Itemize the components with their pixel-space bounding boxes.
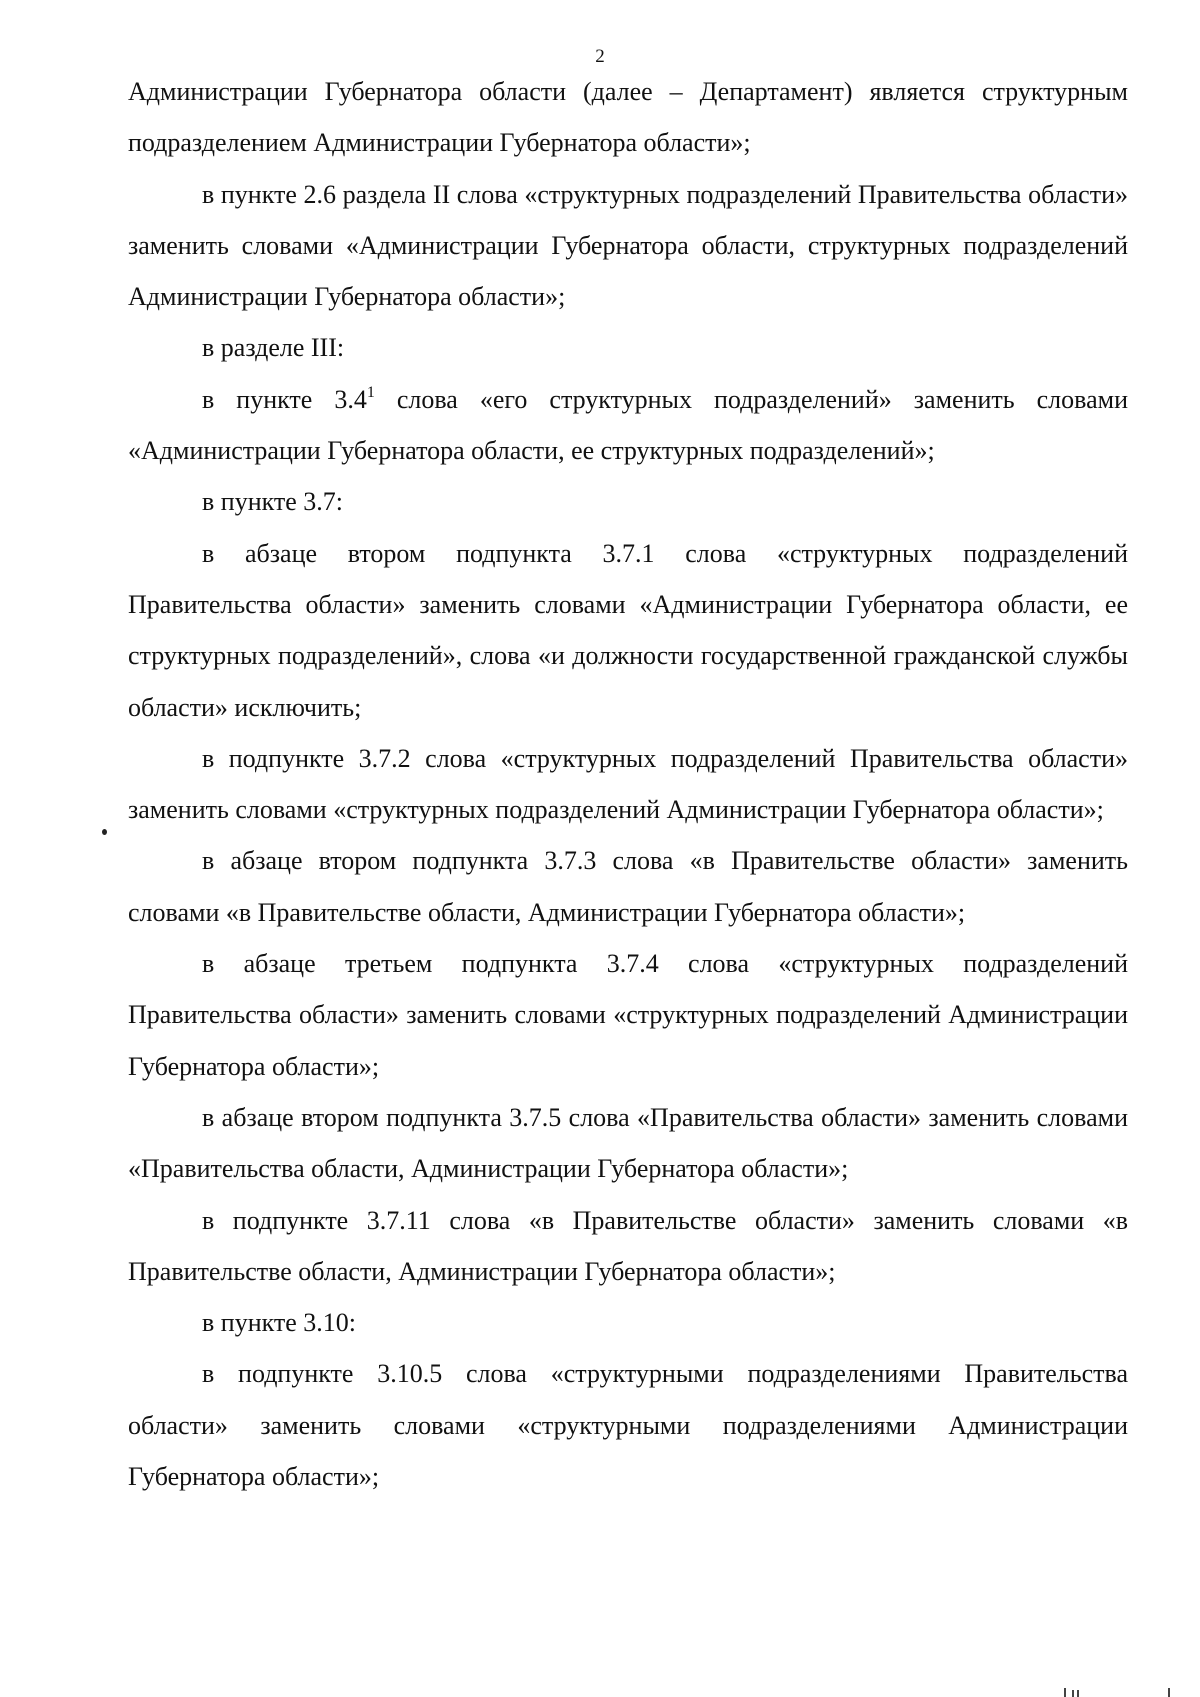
paragraph-11: в подпункте 3.7.11 слова «в Правительстве области» заменить словами «в Правительстве области, Администрации Губернатора области»; — [128, 1205, 1128, 1286]
scan-artifact-mark — [1077, 1690, 1079, 1697]
paragraph-12: в пункте 3.10: — [202, 1308, 357, 1338]
paragraph-4-start: в пункте 3.4 — [202, 384, 367, 414]
paragraph-3: в разделе III: — [202, 333, 345, 363]
paragraph-10: в абзаце втором подпункта 3.7.5 слова «Правительства области» заменить словами «Правительства области, Администрации Губернатора области»; — [128, 1102, 1128, 1184]
paragraph-6: в абзаце втором подпункта 3.7.1 слова «структурных подразделений Правительства области» заменить словами «Администрации Губернатора области, ее структурных подразделений», слова «и должности государственной гражданской службы области» исключить; — [128, 538, 1128, 722]
paragraph-9: в абзаце третьем подпункта 3.7.4 слова «структурных подразделений Правительства области» заменить словами «структурных подразделений Администрации Губернатора области»; — [128, 949, 1128, 1081]
scan-artifact-mark — [1072, 1690, 1074, 1697]
paragraph-5: в пункте 3.7: — [202, 487, 344, 517]
paragraph-4-superscript: 1 — [366, 383, 375, 401]
scan-artifact-dot — [102, 829, 107, 835]
paragraph-13: в подпункте 3.10.5 слова «структурными подразделениями Правительства области» заменить словами «структурными подразделениями Администрации Губернатора области»; — [128, 1359, 1128, 1492]
paragraph-2: в пункте 2.6 раздела II слова «структурных подразделений Правительства области» заменить словами «Администрации Губернатора области, структурных подразделений Администрации Губернатора области»; — [128, 179, 1128, 312]
page-number: 2 — [595, 46, 605, 67]
paragraph-7: в подпункте 3.7.2 слова «структурных подразделений Правительства области» заменить словами «структурных подразделений Администрации Губернатора области»; — [128, 743, 1128, 825]
paragraph-4-end: слова «его структурных подразделений» заменить словами «Администрации Губернатора области, ее структурных подразделений»; — [128, 384, 1128, 466]
paragraph-1: Администрации Губернатора области (далее – Департамент) является структурным подразделением Администрации Губернатора области»; — [128, 77, 1128, 158]
scan-artifact-mark — [1064, 1688, 1066, 1697]
paragraph-4 — [128, 374, 1128, 477]
document-body — [128, 66, 1128, 1502]
paragraph-8: в абзаце втором подпункта 3.7.3 слова «в Правительстве области» заменить словами «в Правительстве области, Администрации Губернатора области»; — [128, 846, 1128, 927]
scan-artifact-mark — [1168, 1688, 1170, 1697]
